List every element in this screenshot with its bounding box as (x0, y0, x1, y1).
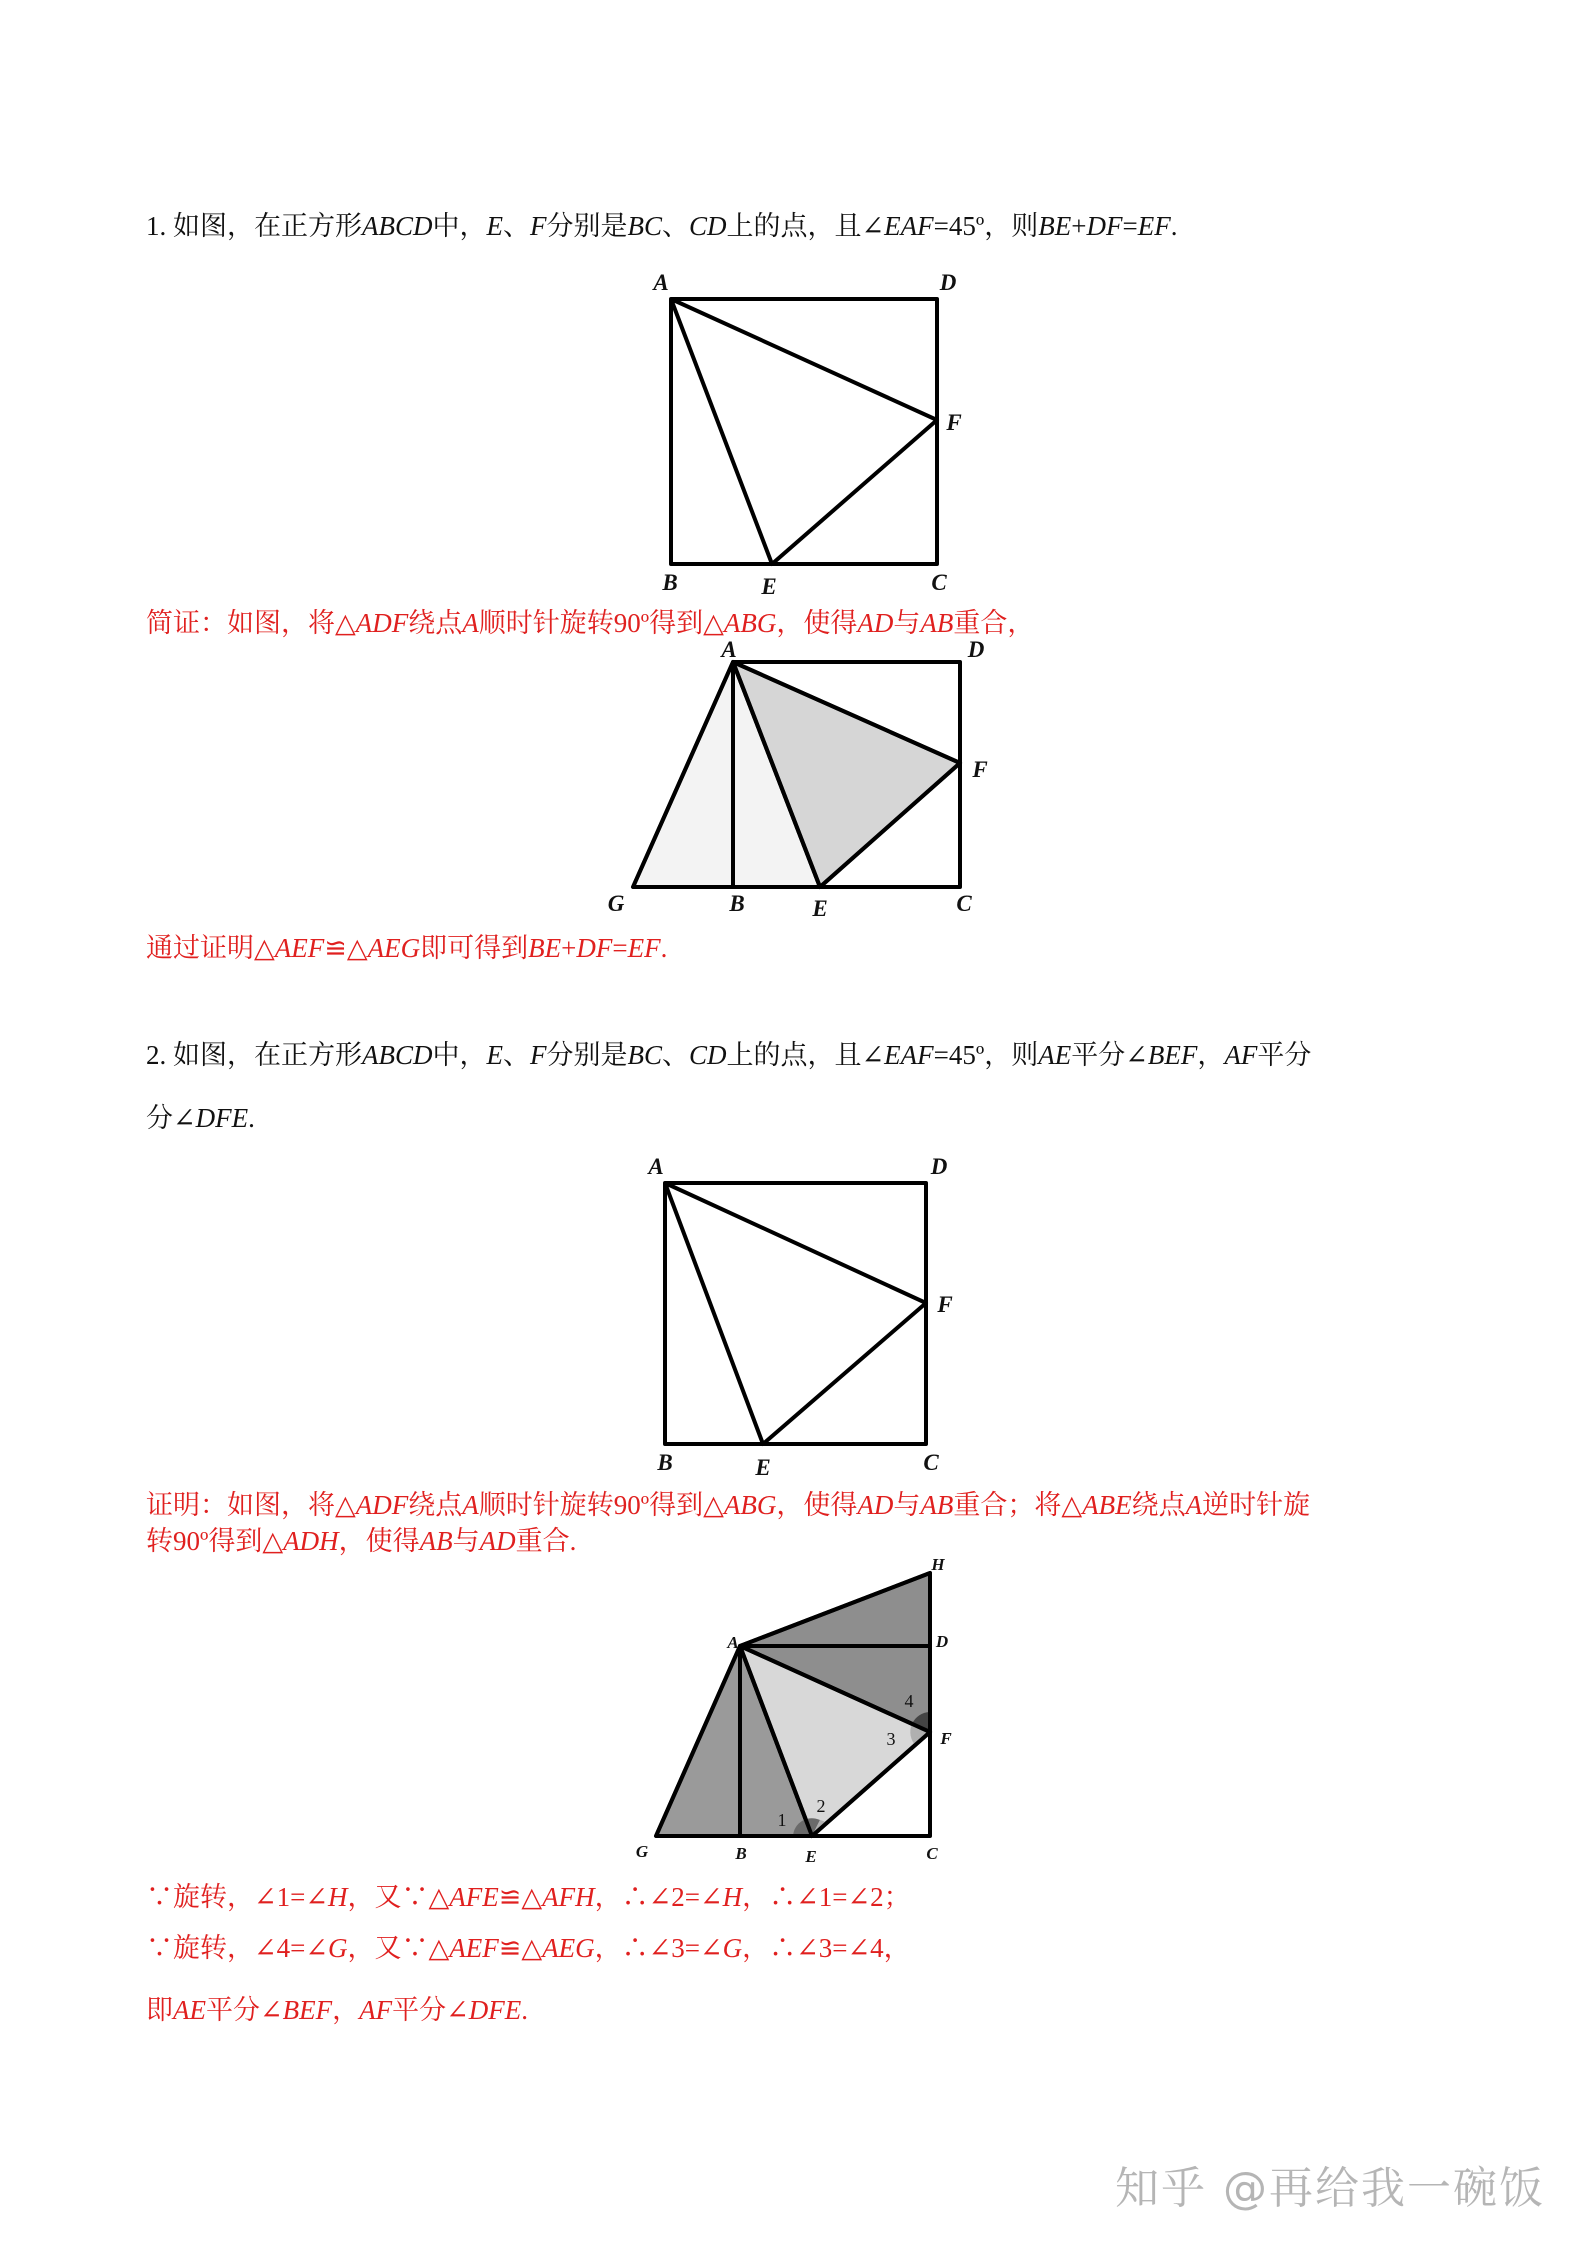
problem2-proof-line1: 证明：如图，将△ADF绕点A顺时针旋转90º得到△ABG，使得AD与AB重合；将△ABE绕点A逆时针旋 (146, 1490, 1311, 1520)
figure-4-double-rotation (656, 1573, 930, 1836)
problem2-proof-line2: 转90º得到△ADH，使得AB与AD重合. (146, 1526, 577, 1556)
fig4-label-b: B (735, 1844, 747, 1863)
fig4-label-g: G (635, 1842, 649, 1861)
problem2-final: 即AE平分∠BEF，AF平分∠DFE. (146, 1995, 528, 2025)
fig4-label-d: D (935, 1632, 949, 1651)
fig4-label-a: A (727, 1633, 739, 1652)
fig1-label-d: D (939, 270, 957, 295)
fig4-angle-3: 3 (886, 1729, 896, 1749)
problem1-conclusion: 通过证明△AEF≌△AEG即可得到BE+DF=EF. (146, 933, 668, 963)
fig1-label-a: A (653, 270, 669, 295)
figure-3-square (665, 1183, 926, 1444)
fig3-label-d: D (930, 1154, 948, 1179)
fig3-label-c: C (923, 1450, 939, 1475)
problem2-statement-line2: 分∠DFE. (146, 1103, 255, 1133)
fig2-label-e: E (812, 896, 828, 921)
fig1-label-f: F (946, 410, 962, 435)
figure-2-rotation (633, 662, 960, 887)
fig2-label-a: A (721, 637, 737, 662)
fig3-label-a: A (648, 1154, 664, 1179)
fig2-label-f: F (972, 757, 988, 782)
problem2-step1: ∵旋转，∠1=∠H，又∵△AFE≌△AFH，∴∠2=∠H，∴∠1=∠2； (146, 1882, 911, 1912)
fig2-label-b: B (729, 891, 745, 916)
fig2-label-d: D (967, 637, 985, 662)
watermark: 知乎 @再给我一碗饭 (1115, 2163, 1545, 2214)
fig2-label-g: G (607, 891, 625, 916)
fig1-label-b: B (662, 570, 678, 595)
fig4-label-f: F (940, 1729, 952, 1748)
problem2-step2: ∵旋转，∠4=∠G，又∵△AEF≌△AEG，∴∠3=∠G，∴∠3=∠4， (146, 1933, 911, 1963)
fig2-label-c: C (956, 891, 972, 916)
problem1-statement: 1. 如图，在正方形ABCD中，E、F分别是BC、CD上的点，且∠EAF=45º，则BE+DF=EF. (146, 211, 1178, 241)
fig3-label-e: E (755, 1455, 771, 1480)
fig1-label-e: E (761, 574, 777, 599)
problem1-hint: 简证：如图，将△ADF绕点A顺时针旋转90º得到△ABG，使得AD与AB重合， (146, 608, 1035, 638)
fig4-angle-4: 4 (904, 1691, 914, 1711)
fig4-label-h: H (931, 1555, 945, 1574)
fig4-label-e: E (805, 1847, 817, 1866)
problem2-statement-line1: 2. 如图，在正方形ABCD中，E、F分别是BC、CD上的点，且∠EAF=45º，则AE平分∠BEF，AF平分 (146, 1040, 1312, 1070)
fig3-label-f: F (937, 1292, 953, 1317)
figure-1-square (671, 299, 937, 564)
fig4-angle-1: 1 (777, 1810, 787, 1830)
fig3-label-b: B (657, 1450, 673, 1475)
fig4-angle-2: 2 (816, 1796, 826, 1816)
fig4-label-c: C (926, 1844, 938, 1863)
fig1-label-c: C (931, 570, 947, 595)
